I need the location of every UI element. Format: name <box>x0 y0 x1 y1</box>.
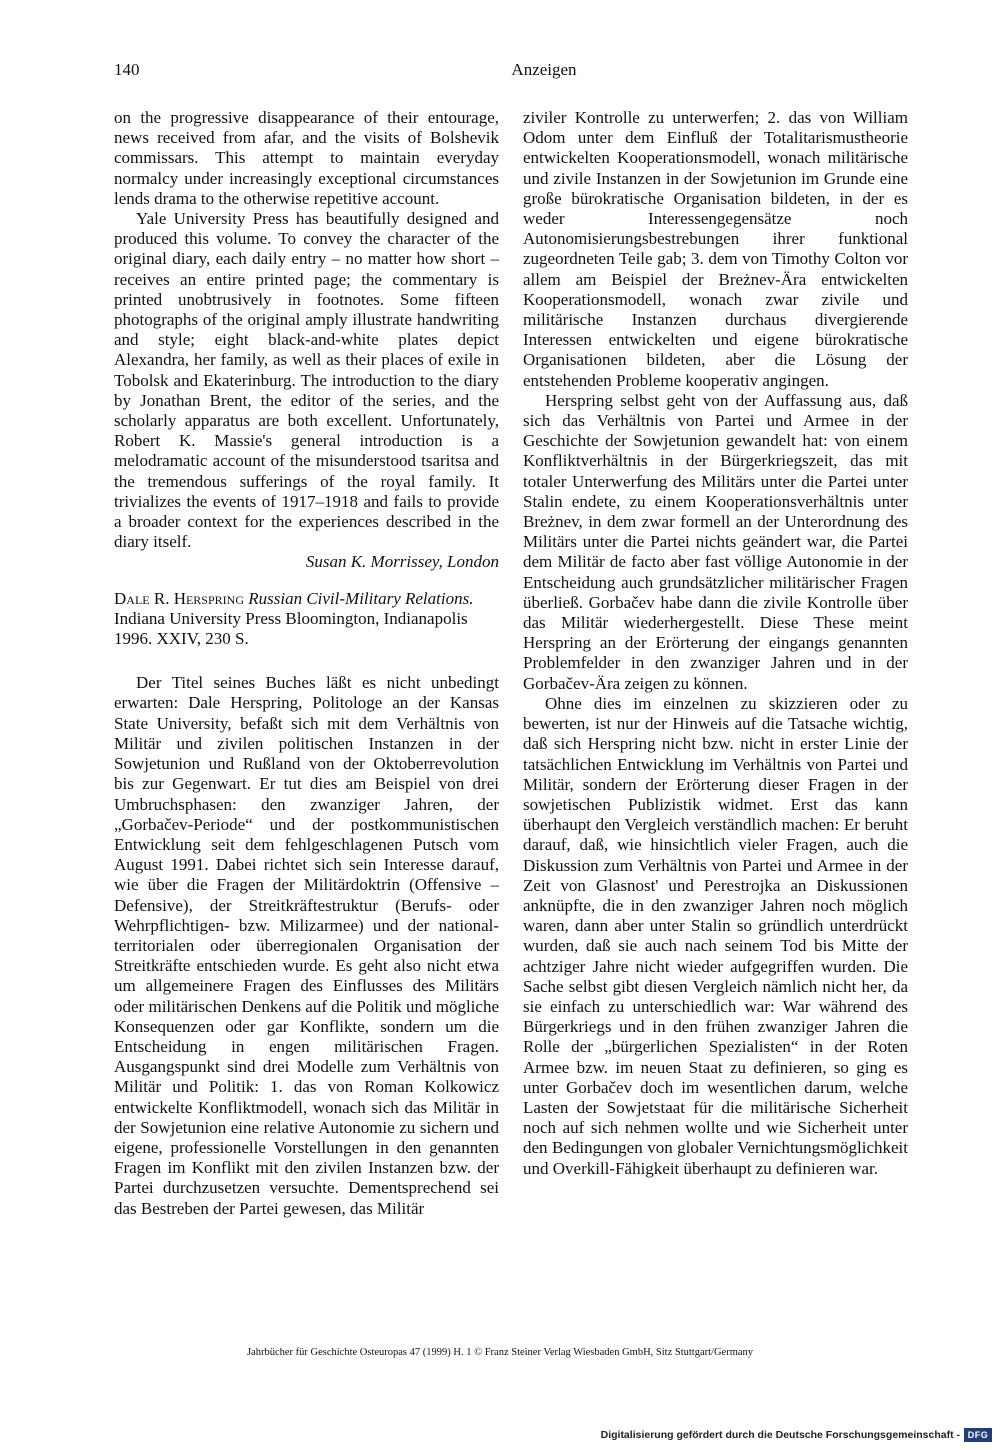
paragraph: ziviler Kontrolle zu unterwerfen; 2. das von William Odom unter dem Einfluß der Totalitarismustheorie entwickelten Kooperationsmodell, wonach militärische und zivile Instanzen in der Sowjetunion im Grunde eine große bürokratische Organisation bildeten, in der es weder Interessengegensätze noch Autonomisierungsbestrebungen ihrer funktional zugeordneten Teile gab; 3. dem von Timothy Colton vor allem am Beispiel der Breżnev-Ära entwickelten Kooperationsmodell, wonach zwar zivile und militärische Instanzen durchaus divergierende Interessen entwickelten und eigene bürokratische Organisationen bildeten, aber die Lösung der entstehenden Probleme kooperativ angingen. <box>523 108 908 390</box>
paragraph: Yale University Press has beautifully designed and produced this volume. To convey the character of the original diary, each daily entry – no matter how short – receives an entire printed page; the commentary is printed unobtrusively in footnotes. Some fifteen photographs of the original amply illustrate handwriting and style; eight black-and-white plates depict Alexandra, her family, as well as their places of exile in Tobolsk and Ekaterinburg. The introduction to the diary by Jonathan Brent, the editor of the series, and the scholarly apparatus are both excellent. Unfortunately, Robert K. Massie's general introduction is a melodramatic account of the misunderstood tsaritsa and the tremendous sufferings of the royal family. It trivializes the events of 1917–1918 and fails to provide a broader context for the experiences described in the diary itself. <box>114 209 499 552</box>
page-header <box>114 60 914 90</box>
right-column <box>523 108 908 1179</box>
paragraph: Ohne dies im einzelnen zu skizzieren oder zu bewerten, ist nur der Hinweis auf die Tatsache wichtig, daß sich Herspring nicht bzw. nicht in erster Linie der tatsächlichen Entwicklung im Verhältnis von Partei und Militär, sondern der Erörterung dieser Fragen in der sowjetischen Publizistik widmet. Erst das kann überhaupt den Vergleich verständlich machen: Er beruht darauf, daß, wie hinsichtlich vieler Fragen, auch die Diskussion zum Verhältnis von Partei und Armee in der Zeit von Glasnost' und Perestrojka an Diskussionen anknüpfte, die in den zwanziger Jahren noch möglich waren, dann aber unter Stalin so gründlich unterdrückt wurden, daß sie auch nach seinem Tod bis Mitte der achtziger Jahre nicht wieder aufgegriffen wurden. Die Sache selbst gibt diesen Vergleich nämlich nicht her, da sie einfach zu unterschiedlich war: War während des Bürgerkriegs und in den frühen zwanziger Jahren die Rolle der „bürgerlichen Spezialisten“ in der Roten Armee bzw. im neuen Staat zu definieren, so ging es unter Gorbačev doch im wesentlichen darum, welche Lasten der Sowjetstaat für die militärische Sicherheit noch auf sich nehmen wollte und wie Sicherheit unter den Bedingungen von globaler Vernichtungsmöglichkeit und Overkill-Fähigkeit überhaupt zu definieren war. <box>523 693 908 1178</box>
review-publisher: Indiana University Press Bloomington, Indianapolis 1996. XXIV, 230 S. <box>114 608 468 649</box>
left-column <box>114 108 499 1219</box>
reviewer-signature: Susan K. Morrissey, London <box>305 552 499 572</box>
review-heading <box>114 589 499 650</box>
digitization-notice <box>601 1428 992 1442</box>
journal-citation: Jahrbücher für Geschichte Osteuropas 47 (1999) H. 1 © Franz Steiner Verlag Wiesbaden GmbH, Sitz Stuttgart/Germany <box>246 1347 754 1358</box>
dfg-logo: DFG <box>964 1428 992 1442</box>
paragraph: Herspring selbst geht von der Auffassung aus, daß sich das Verhältnis von Partei und Armee in der Geschichte der Sowjetunion gewandelt hat: von einem Konfliktverhältnis in der Bürgerkriegszeit, das mit totaler Unterwerfung des Militärs unter die Partei unter Stalin endete, zu einem Kooperationsverhältnis unter Breżnev, in dem zwar formell an der Unterordnung des Militärs unter die Partei nichts geändert war, die Partei dem Militär de facto aber fast völlige Autonomie in der Entscheidung auch grundsätzlicher militärischer Fragen überließ. Gorbačev habe dann die zivile Kontrolle über das Militär wiederhergestellt. Diese These meint Herspring an der Erörterung der eingangs genannten Problemfelder in den zwanziger Jahren und in der Gorbačev-Ära zeigen zu können. <box>523 390 908 693</box>
digitization-text: Digitalisierung gefördert durch die Deutsche Forschungsgemeinschaft - <box>600 1429 960 1441</box>
paragraph: Der Titel seines Buches läßt es nicht unbedingt erwarten: Dale Herspring, Politologe an der Kansas State University, befaßt sich mit dem Verhältnis von Militär und zivilen politischen Instanzen in der Sowjetunion und Rußland von der Oktoberrevolution bis zur Gegenwart. Er tut dies am Beispiel von drei Umbruchsphasen: den zwanziger Jahren, der „Gorbačev-Periode“ und der postkommunistischen Entwicklung seit dem fehlgeschlagenen Putsch vom August 1991. Dabei richtet sich sein Interesse darauf, wie über die Fragen der Militärdoktrin (Offensive – Defensive), der Streitkräftestruktur (Berufs- oder Wehrpflichtigen- bzw. Milizarmee) und der national-territorialen oder überregionalen Organisation der Streitkräfte entschieden wurde. Es geht also nicht etwa um allgemeinere Fragen des Einflusses des Militärs oder militärischen Denkens auf die Politik und mögliche Konsequenzen oder gar Konflikte, sondern um die Entscheidung in engen militärischen Fragen. Ausgangspunkt sind drei Modelle zum Verhältnis von Militär und Politik: 1. das von Roman Kolkowicz entwickelte Konfliktmodell, wonach sich das Militär in der Sowjetunion eine relative Autonomie zu sichern und eigene, professionelle Vorstellungen in den genannten Fragen im Konflikt mit den zivilen Instanzen bzw. der Partei durchzusetzen versuchte. Dementsprechend sei das Bestreben der Partei gewesen, das Militär <box>114 673 499 1218</box>
page-number: 140 <box>114 60 140 79</box>
review-author: Dale R. Herspring <box>114 588 244 608</box>
review-book-title: Russian Civil-Military Relations. <box>248 588 474 608</box>
running-head: Anzeigen <box>511 60 577 79</box>
paragraph: on the progressive disappearance of their entourage, news received from afar, and the visits of Bolshevik commissars. This attempt to maintain everyday normalcy under increasingly exceptional circumstances lends drama to the otherwise repetitive account. <box>114 108 499 208</box>
